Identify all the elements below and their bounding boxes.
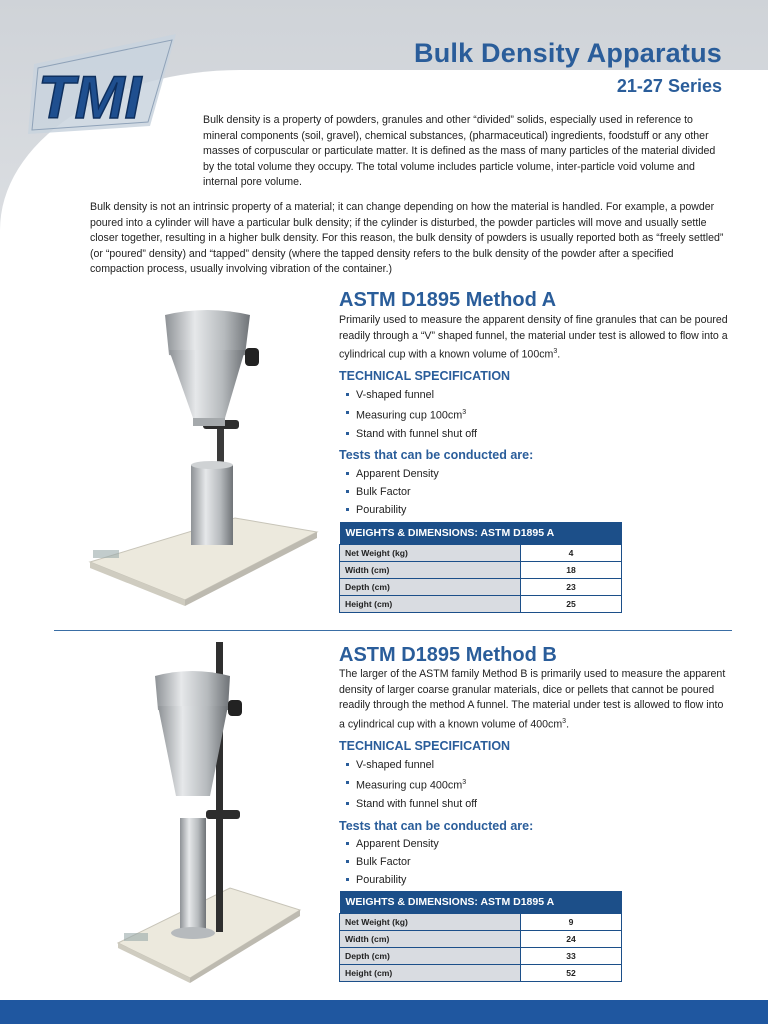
table-cell-value: 18 [521, 562, 622, 579]
table-row [340, 965, 622, 982]
list-item-text: V-shaped funnel [356, 389, 435, 401]
list-item: Pourability [343, 871, 439, 889]
list-item-text: Stand with funnel shut off [356, 427, 478, 440]
list-item-text: Stand with funnel shut off [356, 797, 478, 810]
table-cell-value: 23 [521, 579, 622, 596]
page-title: Bulk Density Apparatus [414, 38, 722, 68]
list-item-text: Measuring cup 100cm [356, 409, 463, 422]
table-row [340, 914, 622, 931]
list-item [343, 795, 477, 813]
method-b-description-end: . [566, 718, 570, 731]
list-item-text: Measuring cup 400cm [356, 779, 463, 792]
table-cell-label: Net Weight (kg) [340, 545, 521, 562]
list-item [343, 386, 477, 404]
list-item-superscript: 3 [462, 779, 467, 786]
table-cell-value: 33 [521, 948, 622, 965]
method-a-tests-list [343, 465, 439, 519]
intro-paragraph-1: Bulk density is a property of powders, granules and other “divided” solids, especially used in reference to mineral components (soil, gravel), chemical substances, (pharmaceutical) ingredients, foodstuff or any other masses of corpuscular or particulate matter. It is defined as the mass of many particles of the material divided by the total volume they occupy. The total volume includes particle volume, inter-particle void volume and internal pore volume. [203, 114, 716, 189]
method-b-description-text: The larger of the ASTM family Method B is primarily used to measure the apparent density of larger coarse granular materials, dice or pellets that cannot be poured readily through the method A funnel. The material under test is allowed to flow into a cylindrical cup with a known volume of 400cm [339, 668, 726, 731]
table-cell-label: Height (cm) [340, 596, 521, 613]
list-item: Bulk Factor [343, 853, 439, 871]
table-cell-value: 4 [521, 545, 622, 562]
list-item [343, 756, 477, 774]
table-cell-label: Depth (cm) [340, 579, 521, 596]
method-b-tech-list [343, 756, 477, 813]
table-cell-label: Width (cm) [340, 931, 521, 948]
footer-bar [0, 1000, 768, 1024]
method-a-apparatus-image [85, 300, 325, 610]
list-item [343, 404, 477, 425]
table-heading: WEIGHTS & DIMENSIONS: ASTM D1895 A [340, 891, 622, 914]
method-b-description-superscript: 3 [562, 717, 567, 725]
method-a-description [339, 313, 729, 363]
table-row [340, 579, 622, 596]
method-b-tests-heading: Tests that can be conducted are: [339, 819, 534, 833]
method-a-tech-list [343, 386, 477, 443]
table-cell-value: 9 [521, 914, 622, 931]
section-divider [54, 630, 732, 631]
table-cell-label: Net Weight (kg) [340, 914, 521, 931]
method-a-description-superscript: 3 [553, 348, 558, 356]
list-item: Apparent Density [343, 465, 439, 483]
list-item: Pourability [343, 501, 439, 519]
logo-text: TMI [38, 64, 142, 131]
page-subtitle: 21-27 Series [616, 76, 722, 96]
method-a-description-end: . [557, 348, 561, 361]
list-item: Apparent Density [343, 835, 439, 853]
list-item-text: V-shaped funnel [356, 759, 435, 771]
list-item [343, 425, 477, 443]
table-row [340, 931, 622, 948]
table-row [340, 596, 622, 613]
table-cell-value: 52 [521, 965, 622, 982]
list-item: Bulk Factor [343, 483, 439, 501]
table-cell-value: 25 [521, 596, 622, 613]
method-b-tests-list [343, 835, 439, 889]
method-a-description-text: Primarily used to measure the apparent density of fine granules that can be poured readily through a “V” shaped funnel, the material under test is allowed to flow into a cylindrical cup with a known volume of 100cm [339, 314, 728, 361]
tmi-logo [28, 34, 178, 138]
list-item-superscript: 3 [462, 409, 467, 416]
intro-paragraph-2: Bulk density is not an intrinsic property of a material; it can change depending on how the material is handled. For example, a powder poured into a cylinder will have a particular bulk density; if the cylinder is disturbed, the powder particles will move and usually settle closer together, resulting in a higher bulk density. For this reason, the bulk density of powders is usually reported both as “freely settled” (or “poured” density) and “tapped” density (where the tapped density refers to the bulk density of the powder after a specified compaction process, usually involving vibration of the container.) [90, 201, 724, 276]
method-b-specs-table [339, 891, 622, 982]
method-b-apparatus-image [110, 638, 310, 983]
method-a-specs-table [339, 522, 622, 613]
table-row [340, 948, 622, 965]
table-row [340, 545, 622, 562]
method-b-title: ASTM D1895 Method B [339, 644, 557, 666]
method-a-title: ASTM D1895 Method A [339, 289, 557, 311]
table-cell-label: Height (cm) [340, 965, 521, 982]
method-a-tests-heading: Tests that can be conducted are: [339, 448, 534, 462]
table-cell-label: Width (cm) [340, 562, 521, 579]
method-b-description [339, 667, 729, 733]
method-a-tech-heading: TECHNICAL SPECIFICATION [339, 369, 511, 383]
table-cell-label: Depth (cm) [340, 948, 521, 965]
table-heading: WEIGHTS & DIMENSIONS: ASTM D1895 A [340, 522, 622, 545]
method-b-tech-heading: TECHNICAL SPECIFICATION [339, 739, 511, 753]
list-item [343, 774, 477, 795]
table-row [340, 562, 622, 579]
table-cell-value: 24 [521, 931, 622, 948]
